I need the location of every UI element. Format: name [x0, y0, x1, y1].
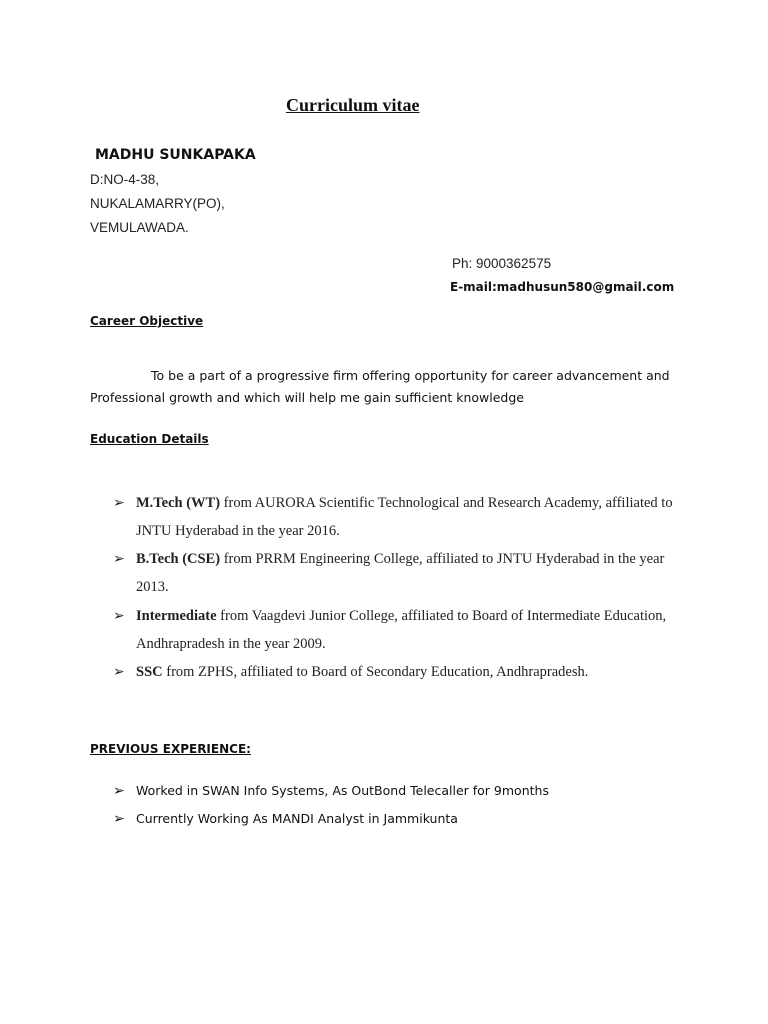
- career-objective-line-2: Professional growth and which will help me gain sufficient knowledge: [90, 390, 524, 405]
- education-item: [113, 489, 673, 545]
- degree-details: from Vaagdevi Junior College, affiliated to Board of Intermediate Education, Andhrapradesh in the year 2009.: [136, 608, 667, 652]
- degree-name: M.Tech (WT): [136, 495, 221, 511]
- candidate-name: MADHU SUNKAPAKA: [95, 147, 256, 163]
- experience-item: [113, 808, 458, 830]
- education-heading: Education Details: [90, 432, 209, 446]
- arrow-bullet-icon: ➢: [113, 664, 125, 680]
- degree-name: B.Tech (CSE): [136, 551, 221, 567]
- arrow-bullet-icon: ➢: [113, 811, 125, 827]
- phone-number: Ph: 9000362575: [452, 256, 552, 271]
- education-item: [113, 545, 673, 601]
- education-item: [113, 602, 673, 658]
- experience-text: Currently Working As MANDI Analyst in Jammikunta: [136, 811, 458, 826]
- degree-details: from AURORA Scientific Technological and Research Academy, affiliated to JNTU Hyderabad in the year 2016.: [136, 495, 673, 539]
- experience-item: [113, 780, 549, 802]
- career-objective-heading: Career Objective: [90, 314, 204, 328]
- address-line-1: D:NO-4-38,: [90, 172, 160, 187]
- career-objective-line-1: To be a part of a progressive firm offering opportunity for career advancement and: [151, 368, 670, 383]
- degree-details: from PRRM Engineering College, affiliated to JNTU Hyderabad in the year 2013.: [136, 551, 665, 595]
- degree-name: Intermediate: [136, 608, 217, 624]
- arrow-bullet-icon: ➢: [113, 608, 125, 624]
- arrow-bullet-icon: ➢: [113, 495, 125, 511]
- experience-text: Worked in SWAN Info Systems, As OutBond Telecaller for 9months: [136, 783, 549, 798]
- experience-heading: PREVIOUS EXPERIENCE:: [90, 742, 251, 756]
- degree-name: SSC: [136, 664, 163, 680]
- email-address: E-mail:madhusun580@gmail.com: [450, 280, 675, 294]
- address-line-2: NUKALAMARRY(PO),: [90, 196, 225, 211]
- education-item: [113, 658, 673, 686]
- address-line-3: VEMULAWADA.: [90, 220, 189, 235]
- document-title: Curriculum vitae: [286, 95, 420, 115]
- arrow-bullet-icon: ➢: [113, 783, 125, 799]
- arrow-bullet-icon: ➢: [113, 551, 125, 567]
- degree-details: from ZPHS, affiliated to Board of Secondary Education, Andhrapradesh.: [162, 664, 589, 680]
